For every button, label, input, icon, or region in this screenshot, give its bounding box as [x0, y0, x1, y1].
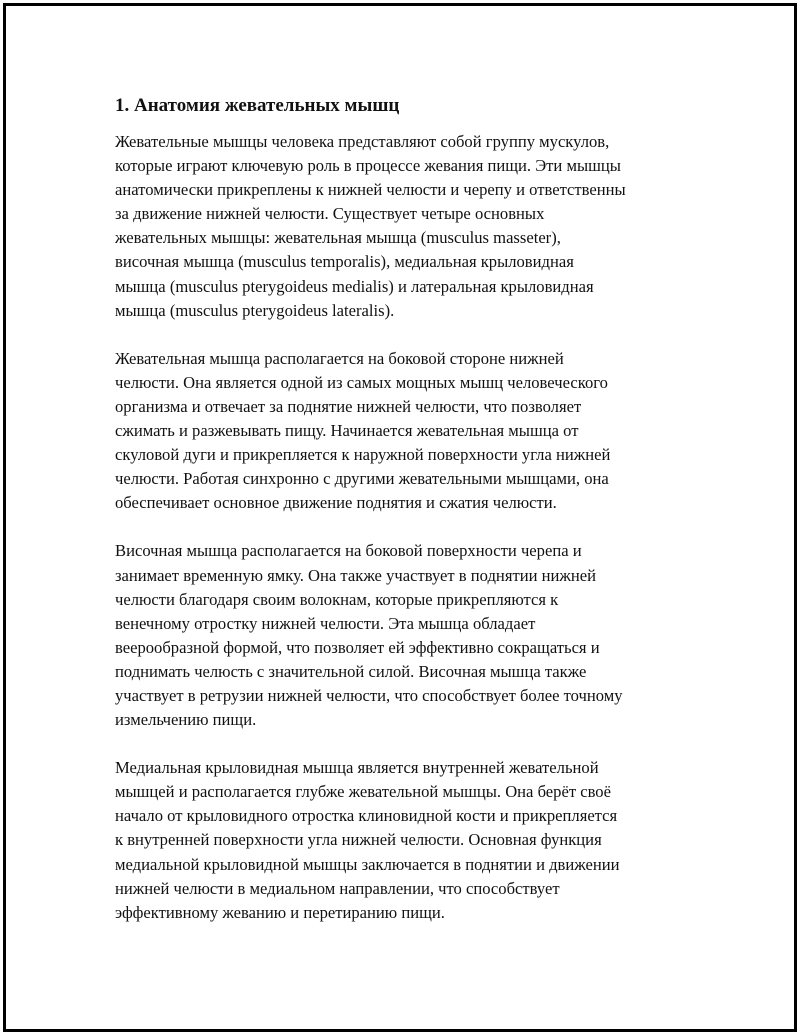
paragraph-masseter: Жевательная мышца располагается на боковой стороне нижней челюсти. Она является одной из самых мощных мышц человеческого организма и отвечает за поднятие нижней челюсти, что позволяет сжимать и разжевывать пищу. Начинается жевательная мышца от скуловой дуги и прикрепляется к наружной поверхности угла нижней челюсти. Работая синхронно с другими жевательными мышцами, она обеспечивает основное движение поднятия и сжатия челюсти.: [115, 348, 611, 513]
document-body: [115, 92, 695, 949]
paragraph-temporalis: Височная мышца располагается на боковой поверхности черепа и занимает временную ямку. Она также участвует в поднятии нижней челюсти благодаря своим волокнам, которые прикрепляются к венечному отростку нижней челюсти. Эта мышца обладает веерообразной формой, что позволяет ей эффективно сокращаться и поднимать челюсть с значительной силой. Височная мышца также участвует в ретрузии нижней челюсти, что способствует более точному измельчению пищи.: [115, 541, 623, 730]
paragraph-intro: Жевательные мышцы человека представляют собой группу мускулов, которые играют ключевую роль в процессе жевания пищи. Эти мышцы анатомически прикреплены к нижней челюсти и черепу и ответственны за движение нижней челюсти. Существует четыре основных жевательных мышцы: жевательная мышца (musculus masseter), височная мышца (musculus temporalis), медиальная крыловидная мышца (musculus pterygoideus medialis) и латеральная крыловидная мышца (musculus pterygoideus lateralis).: [115, 132, 626, 320]
section-heading: 1. Анатомия жевательных мышц: [115, 95, 400, 116]
paragraph-pterygoid-medial: Медиальная крыловидная мышца является внутренней жевательной мышцей и располагается глубже жевательной мышцы. Она берёт своё начало от крыловидного отростка клиновидной кости и прикрепляется к внутренней поверхности угла нижней челюсти. Основная функция медиальной крыловидной мышцы заключается в поднятии и движении нижней челюсти в медиальном направлении, что способствует эффективному жеванию и перетиранию пищи.: [115, 758, 620, 922]
